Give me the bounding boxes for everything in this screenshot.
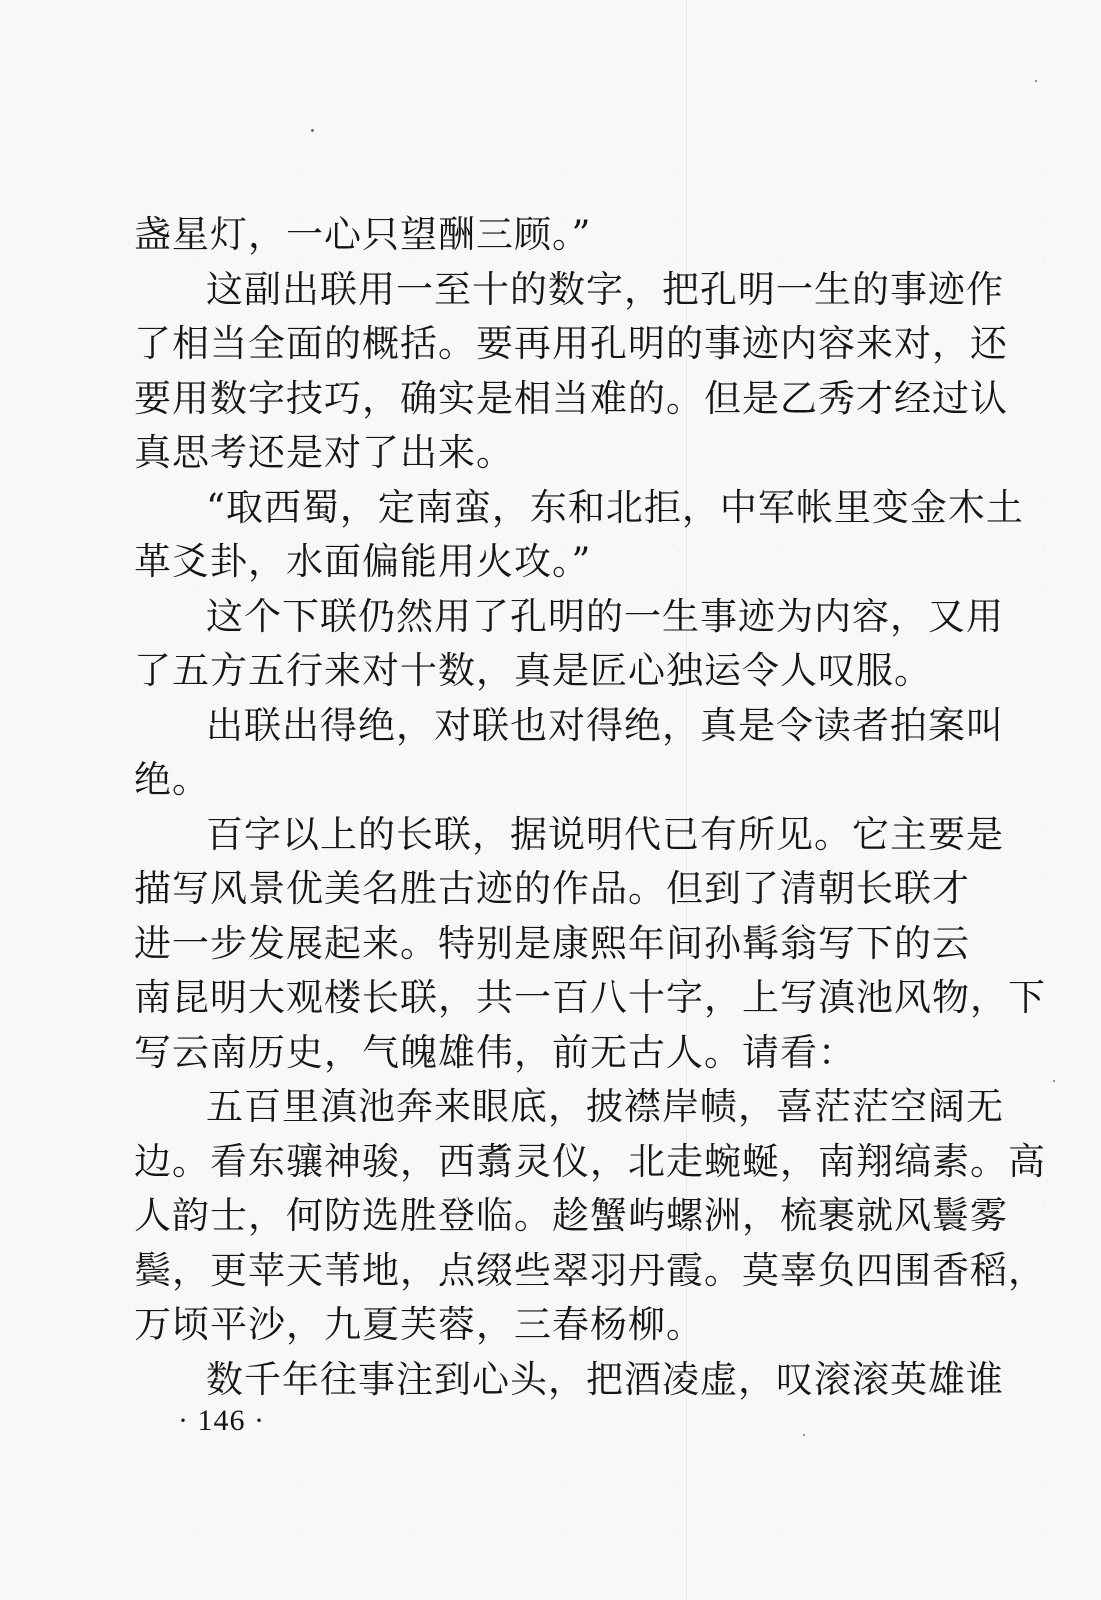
- text-line: 绝。: [134, 758, 210, 801]
- scan-speck: [1035, 80, 1037, 82]
- scan-speck: [1053, 1080, 1055, 1082]
- body-text: [134, 208, 1046, 1407]
- text-line: 真思考还是对了出来。: [134, 431, 514, 474]
- text-line: 写云南历史，气魄雄伟，前无古人。请看：: [134, 1030, 856, 1074]
- text-line: 要用数字技巧，确实是相当难的。但是乙秀才经过认: [134, 376, 1008, 420]
- text-line: 百字以上的长联，据说明代已有所见。它主要是: [206, 812, 1004, 856]
- text-line: 人韵士，何防选胜登临。趁蟹屿螺洲，梳裹就风鬟雾: [134, 1194, 1008, 1237]
- text-line: 这个下联仍然用了孔明的一生事迹为内容，又用: [206, 594, 1004, 638]
- text-line: “取西蜀，定南蛮，东和北拒，中军帐里变金木土: [206, 485, 1024, 529]
- text-line: 边。看东骧神骏，西翥灵仪，北走蜿蜒，南翔缟素。高: [134, 1139, 1046, 1183]
- scan-speck: [311, 129, 314, 132]
- text-line: 描写风景优美名胜古迹的作品。但到了清朝长联才: [134, 867, 970, 910]
- text-line: 盏星灯，一心只望酬三顾。”: [134, 213, 592, 256]
- text-line: 南昆明大观楼长联，共一百八十字，上写滇池风物，下: [134, 976, 1046, 1019]
- scan-speck: [803, 1434, 805, 1436]
- text-line: 革爻卦，水面偏能用火攻。”: [134, 540, 592, 583]
- text-line: 数千年往事注到心头，把酒凌虚，叹滚滚英雄谁: [206, 1357, 1004, 1401]
- text-line: 了相当全面的概括。要再用孔明的事迹内容来对，还: [134, 322, 1008, 365]
- text-line: 万顷平沙，九夏芙蓉，三春杨柳。: [134, 1303, 704, 1346]
- text-line: 这副出联用一至十的数字，把孔明一生的事迹作: [206, 267, 1004, 311]
- text-line: 进一步发展起来。特别是康熙年间孙髯翁写下的云: [134, 921, 970, 965]
- text-line: 了五方五行来对十数，真是匠心独运令人叹服。: [134, 649, 932, 692]
- text-line: 五百里滇池奔来眼底，披襟岸帻，喜茫茫空阔无: [206, 1085, 1004, 1128]
- text-line: 出联出得绝，对联也对得绝，真是令读者拍案叫: [206, 703, 1004, 747]
- text-line: 鬓，更苹天苇地，点缀些翠羽丹霞。莫辜负四围香稻，: [134, 1248, 1046, 1292]
- page-number: · 146 ·: [178, 1404, 265, 1437]
